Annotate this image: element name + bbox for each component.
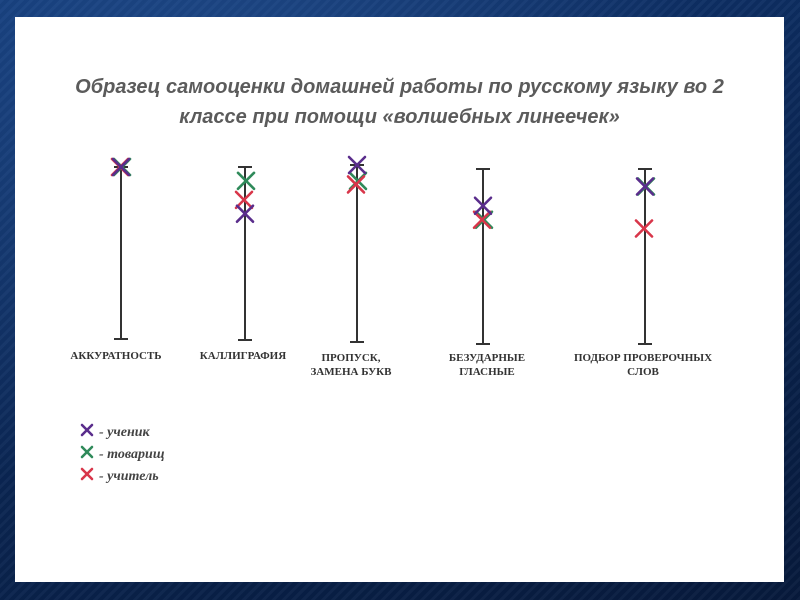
- cross-mark-icon: [82, 469, 92, 479]
- ruler-label: ПРОПУСК, ЗАМЕНА БУКВ: [310, 352, 392, 378]
- cross-mark-icon: [79, 444, 95, 460]
- ruler: [636, 169, 654, 344]
- legend-label: - учитель: [99, 469, 159, 484]
- magic-rulers-diagram: [15, 17, 784, 582]
- ruler: [112, 159, 130, 339]
- cross-mark-icon: [79, 422, 95, 438]
- slide: [15, 17, 784, 582]
- ruler: [474, 169, 492, 344]
- cross-mark-icon: [79, 466, 95, 482]
- cross-mark-icon: [82, 447, 92, 457]
- ruler-label: АККУРАТНОСТЬ: [70, 350, 162, 362]
- ruler-label: ПОДБОР ПРОВЕРОЧНЫХ СЛОВ: [573, 352, 713, 378]
- legend-label: - ученик: [99, 425, 150, 440]
- title-line-1: Образец самооценки домашней работы по русскому языку во 2: [75, 76, 724, 98]
- ruler: [236, 167, 254, 340]
- legend-label: - товарищ: [99, 447, 165, 462]
- title-line-2: классе при помощи «волшебных линеечек»: [179, 106, 620, 128]
- ruler: [348, 157, 366, 342]
- ruler-label: КАЛЛИГРАФИЯ: [199, 350, 287, 362]
- ruler-label: БЕЗУДАРНЫЕ ГЛАСНЫЕ: [448, 352, 526, 378]
- cross-mark-icon: [82, 425, 92, 435]
